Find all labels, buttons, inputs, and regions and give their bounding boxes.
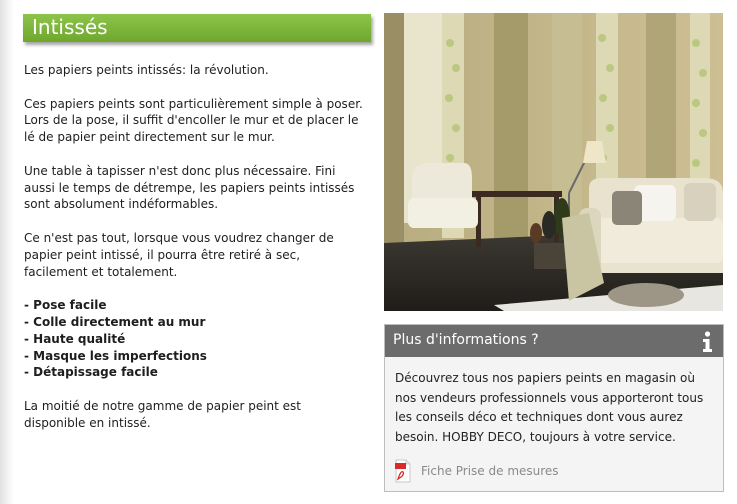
info-panel <box>384 324 724 492</box>
info-panel-title: Plus d'informations ? <box>393 332 539 348</box>
living-room-photo <box>384 13 723 311</box>
measurement-sheet-label: Fiche Prise de mesures <box>421 464 559 478</box>
feature-item: - Colle directement au mur <box>24 314 206 329</box>
info-icon <box>702 331 713 353</box>
feature-item: - Pose facile <box>24 298 107 313</box>
content-paragraph-3: Une table à tapisser n'est donc plus nécessaire. Fini aussi le temps de détrempe, les papiers peints intissés sont absolument indéformables. <box>24 163 355 212</box>
content-paragraph-4: Ce n'est pas tout, lorsque vous voudrez changer de papier peint intissé, il pourra être retiré à sec, facilement et totalement. <box>24 230 334 279</box>
feature-item: - Détapissage facile <box>24 365 158 380</box>
living-room-illustration <box>384 13 723 311</box>
page-left-shadow <box>0 0 14 504</box>
feature-item: - Haute qualité <box>24 331 126 346</box>
measurement-sheet-link[interactable] <box>395 458 559 484</box>
feature-item: - Masque les imperfections <box>24 348 207 363</box>
info-panel-header <box>385 325 723 357</box>
main-content <box>24 62 364 448</box>
content-paragraph-2: Ces papiers peints sont particulièrement simple à poser. Lors de la pose, il suffit d'encoller le mur et de placer le lé de papier peint directement sur le mur. <box>24 96 363 145</box>
page-title-bar <box>23 14 371 42</box>
pdf-icon <box>395 459 411 483</box>
page-title: Intissés <box>32 15 108 39</box>
features-list <box>24 297 364 381</box>
content-closing: La moitié de notre gamme de papier peint est disponible en intissé. <box>24 398 302 430</box>
content-paragraph-1: Les papiers peints intissés: la révolution. <box>24 63 269 77</box>
info-panel-text: Découvrez tous nos papiers peints en magasin où nos vendeurs professionnels vous apporteront tous les conseils déco et techniques dont vous aurez besoin. HOBBY DECO, toujours à votre service. <box>395 371 704 444</box>
